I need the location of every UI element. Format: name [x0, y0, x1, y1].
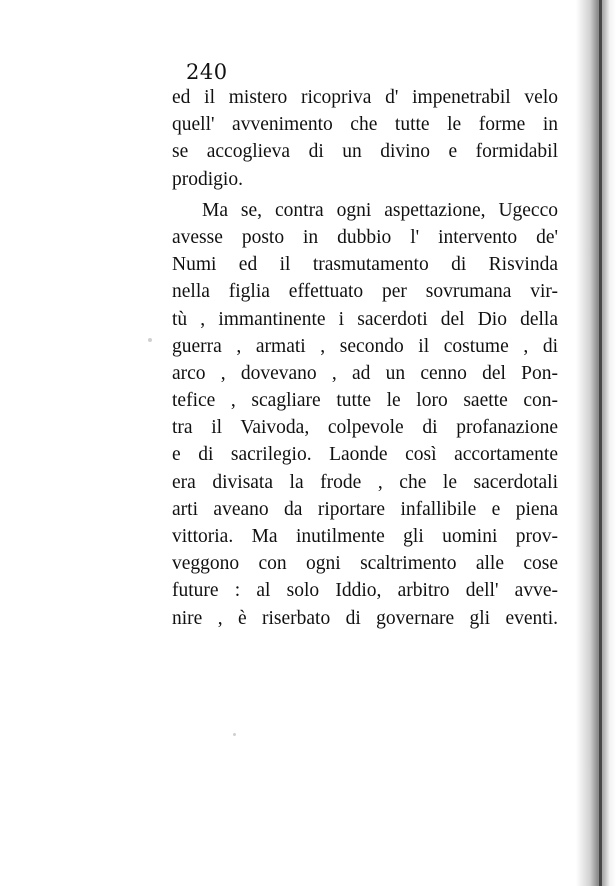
text-line: ed il mistero ricopriva d' impenetrabil velo — [172, 87, 558, 108]
text-line: tefice , scagliare tutte le loro saette con- — [172, 390, 558, 412]
text-line: se accoglieva di un divino e formidabil — [172, 141, 558, 163]
text-line: e di sacrilegio. Laonde così accortamente — [172, 444, 558, 466]
text-line: nella figlia effettuato per sovrumana vir- — [172, 281, 558, 303]
text-line: prodigio. — [172, 168, 243, 190]
text-line: nire , è riserbato di governare gli eventi. — [172, 607, 558, 629]
text-line: Ma se, contra ogni aspettazione, Ugecco — [202, 199, 558, 221]
text-line: vittoria. Ma inutilmente gli uomini prov- — [172, 526, 558, 547]
text-line: Numi ed il trasmutamento di Risvinda — [172, 254, 558, 276]
text-line: arco , dovevano , ad un cenno del Pon- — [172, 362, 558, 384]
text-line: avesse posto in dubbio l' intervento de' — [172, 226, 558, 248]
text-line: future : al solo Iddio, arbitro dell' avve- — [172, 580, 558, 602]
page-edge-line — [599, 0, 602, 886]
text-line: era divisata la frode , che le sacerdotali — [172, 471, 558, 493]
ink-speck — [233, 733, 236, 736]
text-line: tù , immantinente i sacerdoti del Dio della — [172, 308, 558, 330]
page-gutter-shadow — [576, 0, 616, 886]
text-line: quell' avvenimento che tutte le forme in — [172, 114, 558, 136]
text-line: arti aveano da riportare infallibile e piena — [172, 498, 558, 520]
page-number: 240 — [186, 60, 228, 84]
text-line: veggono con ogni scaltrimento alle cose — [172, 553, 558, 575]
ink-speck — [148, 338, 152, 342]
body-text — [172, 84, 558, 632]
text-line: guerra , armati , secondo il costume , di — [172, 335, 558, 357]
text-line: tra il Vaivoda, colpevole di profanazione — [172, 417, 558, 439]
